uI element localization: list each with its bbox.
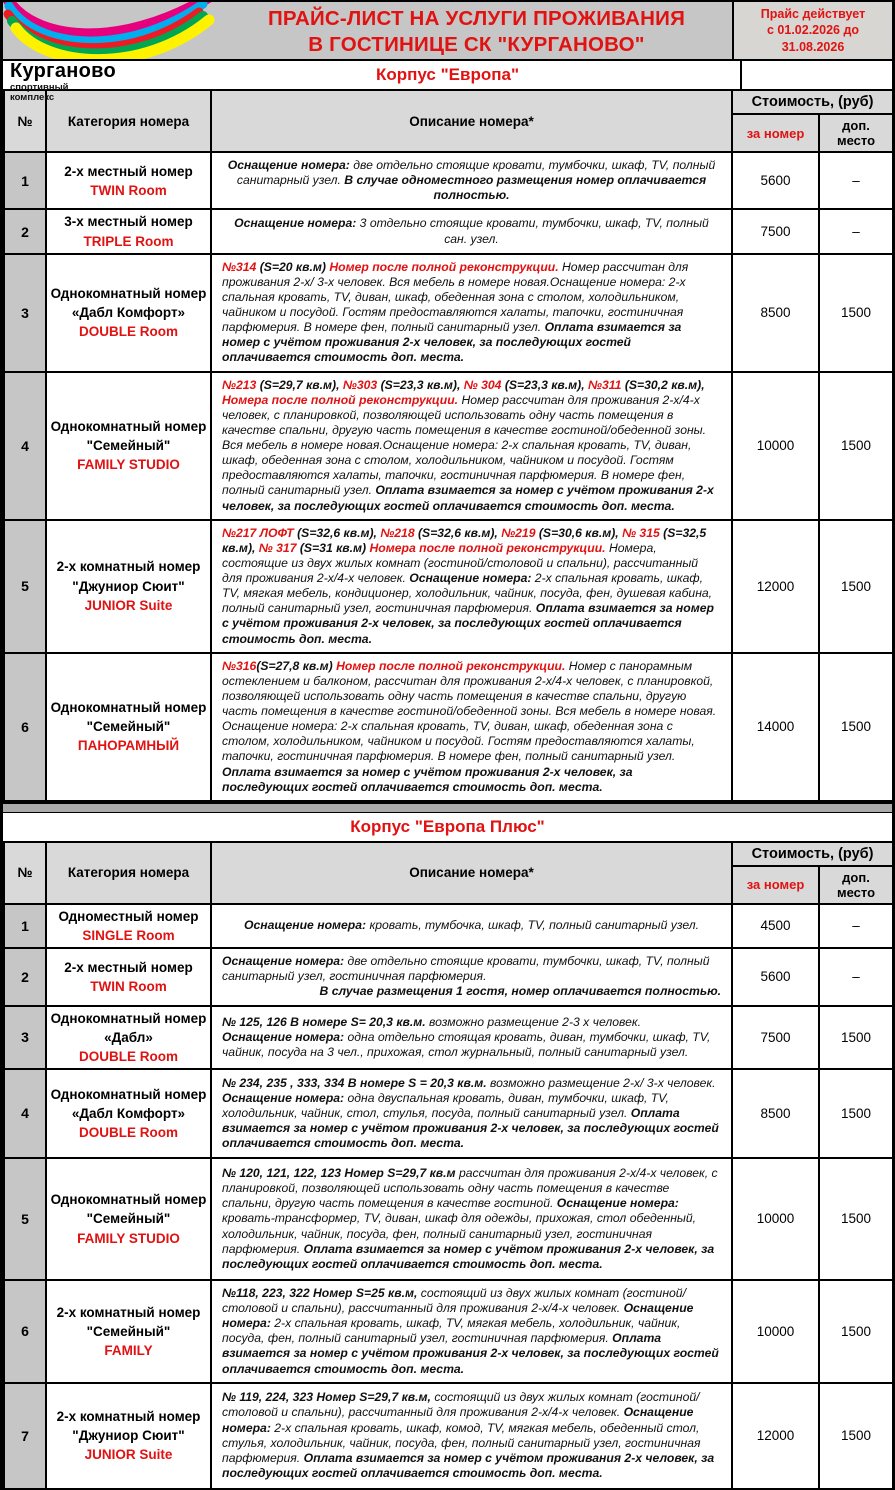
price-table-europa-plus — [3, 841, 894, 1490]
description-segment: состоящий из двух жилых комнат (гостиной/столовой и спальни), рассчитанный для проживания 2-х/4-х человек. — [222, 1390, 700, 1420]
room-category-cell — [46, 904, 211, 948]
description-segment: Оснащение номера: — [409, 571, 535, 586]
column-header-extra-place: доп. место — [819, 866, 893, 904]
price-per-room-cell: 12000 — [732, 520, 819, 653]
description-segment: (S=30,6 кв.м), — [538, 525, 623, 540]
category-name-ru: 2-х местный номер — [64, 163, 193, 179]
description-segment: Номер после полной реконструкции. — [329, 259, 562, 274]
description-segment: Оплата взимается за номер с учётом проживания 2-х человек, за последующих гостей оплачивается стоимость доп. места. — [222, 1331, 719, 1376]
price-per-room-cell: 8500 — [732, 254, 819, 372]
room-category-cell — [46, 372, 211, 520]
description-segment: две отдельно стоящие кровати, тумбочки, шкаф, TV, полный санитарный узел, гостиничная парфюмерия. — [222, 954, 710, 984]
description-segment: №217 ЛОФТ — [222, 525, 298, 540]
extra-place-price-cell: – — [819, 209, 893, 253]
description-segment: (S=30,2 кв.м), — [624, 377, 705, 392]
description-segment: №311 — [588, 377, 625, 392]
row-number-cell: 1 — [4, 904, 46, 948]
description-segment: №316 — [222, 658, 257, 673]
description-segment: № 119, 224, 323 Номер S=29,7 кв.м, — [222, 1390, 431, 1405]
category-name-ru: Однокомнатный номер — [50, 1192, 207, 1208]
price-validity-box — [732, 2, 892, 59]
page-title-line1: ПРАЙС-ЛИСТ НА УСЛУГИ ПРОЖИВАНИЯ — [267, 7, 686, 30]
price-per-room-cell: 5600 — [732, 948, 819, 1005]
category-name-ru: "Семейный" — [86, 1323, 171, 1339]
description-segment: Оплата взимается за номер с учётом проживания 2-х человек, за последующих гостей оплачивается стоимость доп. места. — [222, 483, 714, 513]
table-row — [4, 372, 893, 520]
category-name-en: DOUBLE Room — [79, 324, 178, 340]
table-row — [4, 1383, 893, 1489]
category-name-ru: «Дабл Комфорт» — [71, 305, 186, 321]
row-number-cell: 6 — [4, 1280, 46, 1383]
category-name-en: FAMILY STUDIO — [77, 457, 180, 473]
column-header-num: № — [4, 90, 46, 152]
room-description-cell — [211, 209, 732, 253]
category-name-ru: Однокомнатный номер — [50, 418, 207, 434]
room-category-cell — [46, 254, 211, 372]
description-segment: Оснащение номера: — [222, 954, 345, 969]
category-name-ru: "Джуниор Сюит" — [72, 1428, 185, 1444]
description-segment: №314 — [222, 259, 260, 274]
description-segment: (S=31 кв.м) — [299, 540, 370, 555]
description-segment: Оснащение номера: — [222, 1405, 694, 1435]
category-name-en: TRIPLE Room — [83, 233, 174, 249]
description-segment: Номер с панорамным остеклением и балконом, рассчитан для проживания 2-х/4-х человек, с планировкой, позволяющей использовать одну часть помещения в качестве спальни, другую часть помещения в качестве гостиной/обеденной зоны. Вся мебель в номере новая. Оснащение номера: 2-х спальная кровать, TV, диван, шкаф, обеденная зона с столом, холодильником, чайником и посудой. Гостям предоставляются халаты, тапочки, гостиничная парфюмерия. В номере фен, полный санитарный узел. — [222, 658, 717, 764]
description-segment: Оснащение номера: — [222, 1029, 345, 1044]
category-name-ru: "Семейный" — [86, 1211, 171, 1227]
extra-place-price-cell: 1500 — [819, 1158, 893, 1280]
description-segment: одна двуспальная кровать, диван, тумбочки, шкаф, TV, холодильник, чайник, стол, стулья, посуда, полный санитарный узел. — [222, 1090, 669, 1120]
category-name-en: DOUBLE Room — [79, 1125, 178, 1141]
room-description-cell — [211, 372, 732, 520]
category-name-en: JUNIOR Suite — [84, 597, 173, 613]
description-segment: Оплата взимается за номер с учётом проживания 2-х человек, за последующих гостей оплачивается стоимость доп. места. — [222, 764, 633, 794]
description-segment: Оплата взимается за номер с учётом проживания 2-х человек, за последующих гостей оплачивается стоимость доп. места. — [222, 320, 682, 365]
extra-place-price-cell: 1500 — [819, 520, 893, 653]
extra-place-price-cell: 1500 — [819, 1383, 893, 1489]
row-number-cell: 2 — [4, 209, 46, 253]
price-per-room-cell: 10000 — [732, 372, 819, 520]
description-segment: Номера после полной реконструкции. — [369, 540, 609, 555]
price-per-room-cell: 12000 — [732, 1383, 819, 1489]
extra-place-price-cell: – — [819, 152, 893, 209]
column-header-extra-place: доп. место — [819, 114, 893, 152]
table-row — [4, 209, 893, 253]
table-row — [4, 904, 893, 948]
table-header — [4, 842, 893, 904]
column-header-description: Описание номера* — [211, 842, 732, 904]
description-segment: В случае одноместного размещения номер оплачивается полностью. — [344, 173, 707, 203]
description-segment: Оплата взимается за номер с учётом проживания 2-х человек, за последующих гостей оплачивается стоимость доп. места. — [222, 1450, 715, 1480]
column-header-category: Категория номера — [46, 90, 211, 152]
description-segment: 2-х спальная кровать, шкаф, TV, мягкая мебель, холодильник, чайник, посуда, фен, полный санитарный узел, гостиничная парфюмерия. — [222, 1316, 681, 1346]
table-row — [4, 948, 893, 1005]
validity-line2: с 01.02.2026 до — [766, 23, 860, 38]
room-description-cell — [211, 1280, 732, 1383]
description-segment: № 315 — [622, 525, 664, 540]
section-title-europa-plus: Корпус "Европа Плюс" — [350, 816, 545, 836]
category-name-ru: Однокомнатный номер — [50, 1010, 207, 1026]
logo-wordmark — [10, 61, 116, 103]
description-segment: № 125, 126 В номере S= 20,3 кв.м. — [222, 1014, 426, 1029]
category-name-ru: 2-х местный номер — [64, 959, 193, 975]
category-name-ru: Однокомнатный номер — [50, 700, 207, 716]
description-segment: кровать, тумбочка, шкаф, TV, полный санитарный узел. — [366, 918, 700, 933]
logo-subtitle: спортивный комплекс — [10, 82, 69, 103]
category-name-en: DOUBLE Room — [79, 1048, 178, 1064]
description-segment: № 304 — [463, 377, 505, 392]
category-name-ru: «Дабл Комфорт» — [71, 1105, 186, 1121]
description-segment: 3 отдельно стоящие кровати, тумбочки, шкаф, TV, полный сан. узел. — [356, 216, 709, 246]
description-segment: одна отдельно стоящая кровать, диван, тумбочки, шкаф, TV, чайник, посуда на 3 чел., прихожая, стол журнальный, полный санитарный узел. — [222, 1029, 711, 1059]
table-row — [4, 520, 893, 653]
room-category-cell — [46, 1069, 211, 1158]
description-segment: Оснащение номера: — [222, 1090, 345, 1105]
logo-name: Курганово — [10, 60, 116, 82]
category-name-ru: Однокомнатный номер — [50, 1086, 207, 1102]
row-number-cell: 3 — [4, 254, 46, 372]
kurganovo-logo-swoosh-icon — [3, 2, 221, 59]
table-row — [4, 1069, 893, 1158]
room-category-cell — [46, 520, 211, 653]
category-name-en: SINGLE Room — [82, 927, 175, 943]
description-segment: 2-х спальная кровать, шкаф, комод, TV, мягкая мебель, обеденный стол, стулья, холодильник, чайник, посуда, фен, полный санитарный узел, гостиничная парфюмерия. — [222, 1420, 701, 1465]
column-header-per-room: за номер — [732, 866, 819, 904]
validity-line1: Прайс действует — [760, 7, 866, 22]
column-header-per-room: за номер — [732, 114, 819, 152]
description-segment: № 317 — [258, 540, 300, 555]
room-description-cell — [211, 904, 732, 948]
price-table-europa — [3, 89, 894, 802]
room-category-cell — [46, 1383, 211, 1489]
description-segment: (S=27,8 кв.м) — [256, 658, 337, 673]
description-segment: №118, 223, 322 Номер S=25 кв.м, — [222, 1285, 418, 1300]
room-description-cell — [211, 948, 732, 1005]
table-row — [4, 1006, 893, 1069]
description-segment: Номер рассчитан для проживания 2-х/ 3-х человек. Вся мебель в номере новая.Оснащение номера: 2-х спальная кровать, TV, диван, шкаф, обеденная зона с столом, холодильником, чайником и посудой. Гостям предоставляются халаты, тапочки, гостиничная парфюмерия. В номере фен, полный санитарный узел. — [222, 259, 689, 335]
description-segment: (S=29,7 кв.м), — [259, 377, 343, 392]
room-description-cell — [211, 653, 732, 801]
room-category-cell — [46, 209, 211, 253]
divider-line — [740, 61, 742, 89]
row-number-cell: 2 — [4, 948, 46, 1005]
page-header — [3, 2, 892, 61]
column-header-category: Категория номера — [46, 842, 211, 904]
category-name-ru: 2-х комнатный номер — [56, 1408, 201, 1424]
description-segment: состоящий из двух жилых комнат (гостиной/столовой и спальни), рассчитанный для проживания 2-х/4-х человек. — [222, 1285, 686, 1316]
price-per-room-cell: 14000 — [732, 653, 819, 801]
description-segment: (S=20 кв.м) — [259, 259, 330, 274]
description-segment: две отдельно стоящие кровати, тумбочки, шкаф, TV, полный санитарный узел. — [236, 158, 716, 188]
category-name-ru: 2-х комнатный номер — [56, 559, 201, 575]
row-number-cell: 4 — [4, 1069, 46, 1158]
column-header-cost: Стоимость, (руб) — [732, 90, 893, 114]
extra-place-price-cell: 1500 — [819, 1280, 893, 1383]
table-row — [4, 1280, 893, 1383]
extra-place-price-cell: 1500 — [819, 372, 893, 520]
description-segment: Оснащение номера: — [556, 1196, 679, 1211]
room-description-cell — [211, 1069, 732, 1158]
section-title-europa: Корпус "Европа" — [375, 65, 520, 84]
price-per-room-cell: 8500 — [732, 1069, 819, 1158]
page-title-line2: В ГОСТИНИЦЕ СК "КУРГАНОВО" — [308, 32, 645, 56]
description-segment: Оснащение номера: — [234, 216, 357, 231]
category-name-en: JUNIOR Suite — [84, 1447, 173, 1463]
category-name-ru: "Семейный" — [86, 438, 171, 454]
room-description-cell — [211, 254, 732, 372]
category-name-en: ПАНОРАМНЫЙ — [77, 738, 180, 754]
description-segment: (S=23,3 кв.м), — [380, 377, 464, 392]
section-band-europa-plus — [3, 813, 892, 841]
description-segment: возможно размещение 2-х/ 3-х человек. — [486, 1075, 716, 1090]
category-name-ru: Одноместный номер — [58, 908, 199, 924]
row-number-cell: 1 — [4, 152, 46, 209]
room-description-cell — [211, 152, 732, 209]
category-name-ru: «Дабл» — [104, 1029, 153, 1045]
category-name-en: FAMILY — [104, 1342, 153, 1358]
category-name-ru: 3-х местный номер — [64, 214, 193, 230]
price-per-room-cell: 10000 — [732, 1280, 819, 1383]
category-name-en: TWIN Room — [90, 978, 167, 994]
row-number-cell: 3 — [4, 1006, 46, 1069]
category-name-en: TWIN Room — [90, 182, 167, 198]
section-divider — [3, 802, 892, 813]
row-number-cell: 6 — [4, 653, 46, 801]
room-category-cell — [46, 1158, 211, 1280]
room-description-cell — [211, 1006, 732, 1069]
column-header-description: Описание номера* — [211, 90, 732, 152]
category-name-ru: "Джуниор Сюит" — [72, 578, 185, 594]
description-segment: №213 — [222, 377, 260, 392]
price-per-room-cell: 7500 — [732, 1006, 819, 1069]
room-category-cell — [46, 1280, 211, 1383]
table-header — [4, 90, 893, 152]
row-number-cell: 4 — [4, 372, 46, 520]
room-description-cell — [211, 1383, 732, 1489]
description-segment: №218 — [380, 525, 418, 540]
table-row — [4, 254, 893, 372]
extra-place-price-cell: – — [819, 904, 893, 948]
row-number-cell: 7 — [4, 1383, 46, 1489]
description-segment: №219 — [501, 525, 539, 540]
extra-place-price-cell: 1500 — [819, 1069, 893, 1158]
category-name-en: FAMILY STUDIO — [77, 1230, 180, 1246]
column-header-num: № — [4, 842, 46, 904]
description-segment: (S=23,3 кв.м), — [504, 377, 589, 392]
table-row — [4, 152, 893, 209]
description-segment: 2-х спальная кровать, шкаф, TV, мягкая мебель, кондиционер, холодильник, чайник, посуда, фен, душевая кабина, полный санитарный узел, гостиничная парфюмерия. — [222, 571, 713, 616]
description-segment: (S=32,5 кв.м), — [222, 525, 707, 555]
table-row — [4, 653, 893, 801]
description-segment: Номер рассчитан для проживания 2-х/4-х человек, с планировкой, позволяющей использовать одну часть помещения в качестве спальни, другую часть помещения в качестве гостиной/обеденной зоны. Вся мебель в номере новая.Оснащение номера: 2-х спальная кровать, TV, диван, шкаф, обеденная зона с столом, холодильником, чайником и посудой. Гостям предоставляются халаты, тапочки, гостиничная парфюмерия. В номере фен, полный санитарный узел. — [222, 392, 707, 498]
price-per-room-cell: 4500 — [732, 904, 819, 948]
description-segment: Оснащение номера: — [243, 918, 367, 933]
description-segment: №303 — [342, 377, 381, 392]
price-per-room-cell: 7500 — [732, 209, 819, 253]
category-name-ru: 2-х комнатный номер — [56, 1304, 201, 1320]
extra-place-price-cell: 1500 — [819, 653, 893, 801]
description-segment: Номера после полной реконструкции. — [222, 392, 462, 407]
page-title — [221, 2, 732, 59]
price-list-page — [3, 2, 892, 1490]
description-segment: Номера, состоящие из двух жилых комнат (гостиной/столовой и спальни), рассчитанный для проживания 2-х/4-х человек. — [222, 540, 699, 586]
row-number-cell: 5 — [4, 520, 46, 653]
table-row — [4, 1158, 893, 1280]
room-category-cell — [46, 152, 211, 209]
description-segment: (S=32,6 кв.м), — [418, 525, 502, 540]
extra-place-price-cell: 1500 — [819, 1006, 893, 1069]
category-name-ru: "Семейный" — [86, 719, 171, 735]
price-per-room-cell: 5600 — [732, 152, 819, 209]
description-segment: кровать-трансформер, TV, диван, шкаф для одежды, прихожая, стол обеденный, холодильник, чайник, посуда, фен, полный санитарный узел, гостиничная парфюмерия. — [222, 1211, 697, 1256]
extra-place-price-cell: – — [819, 948, 893, 1005]
room-category-cell — [46, 1006, 211, 1069]
description-segment: Оплата взимается за номер с учётом проживания 2-х человек, за последующих гостей оплачивается стоимость доп. места. — [222, 601, 714, 646]
description-segment: Оплата взимается за номер с учётом проживания 2-х человек, за последующих гостей оплачивается стоимость доп. места. — [222, 1241, 715, 1271]
price-per-room-cell: 10000 — [732, 1158, 819, 1280]
description-note-right: В случае размещения 1 гостя, номер оплачивается полностью. — [319, 984, 721, 999]
description-segment: Оснащение номера: — [222, 1301, 694, 1331]
validity-line3: 31.08.2026 — [781, 39, 845, 54]
room-category-cell — [46, 653, 211, 801]
room-description-cell — [211, 520, 732, 653]
description-segment: Оснащение номера: — [227, 158, 350, 172]
description-segment: возможно размещение 2-3 х человек. — [425, 1014, 642, 1029]
row-number-cell: 5 — [4, 1158, 46, 1280]
description-segment: (S=32,6 кв.м), — [297, 525, 381, 540]
description-segment: Номер после полной реконструкции. — [336, 658, 569, 673]
description-segment: № 234, 235 , 333, 334 В номере S = 20,3 кв.м. — [222, 1075, 487, 1090]
description-segment: рассчитан для проживания 2-х/4-х человек, с планировкой, позволяющей использовать одну часть помещения в качестве спальни, другую часть помещения в качестве гостиной. — [222, 1166, 718, 1211]
room-category-cell — [46, 948, 211, 1005]
extra-place-price-cell: 1500 — [819, 254, 893, 372]
description-segment: № 120, 121, 122, 123 Номер S=29,7 кв.м — [222, 1166, 456, 1181]
category-name-ru: Однокомнатный номер — [50, 285, 207, 301]
column-header-cost: Стоимость, (руб) — [732, 842, 893, 866]
description-segment: Оплата взимается за номер с учётом проживания 2-х человек, за последующих гостей оплачивается стоимость доп. места. — [222, 1105, 719, 1151]
room-description-cell — [211, 1158, 732, 1280]
